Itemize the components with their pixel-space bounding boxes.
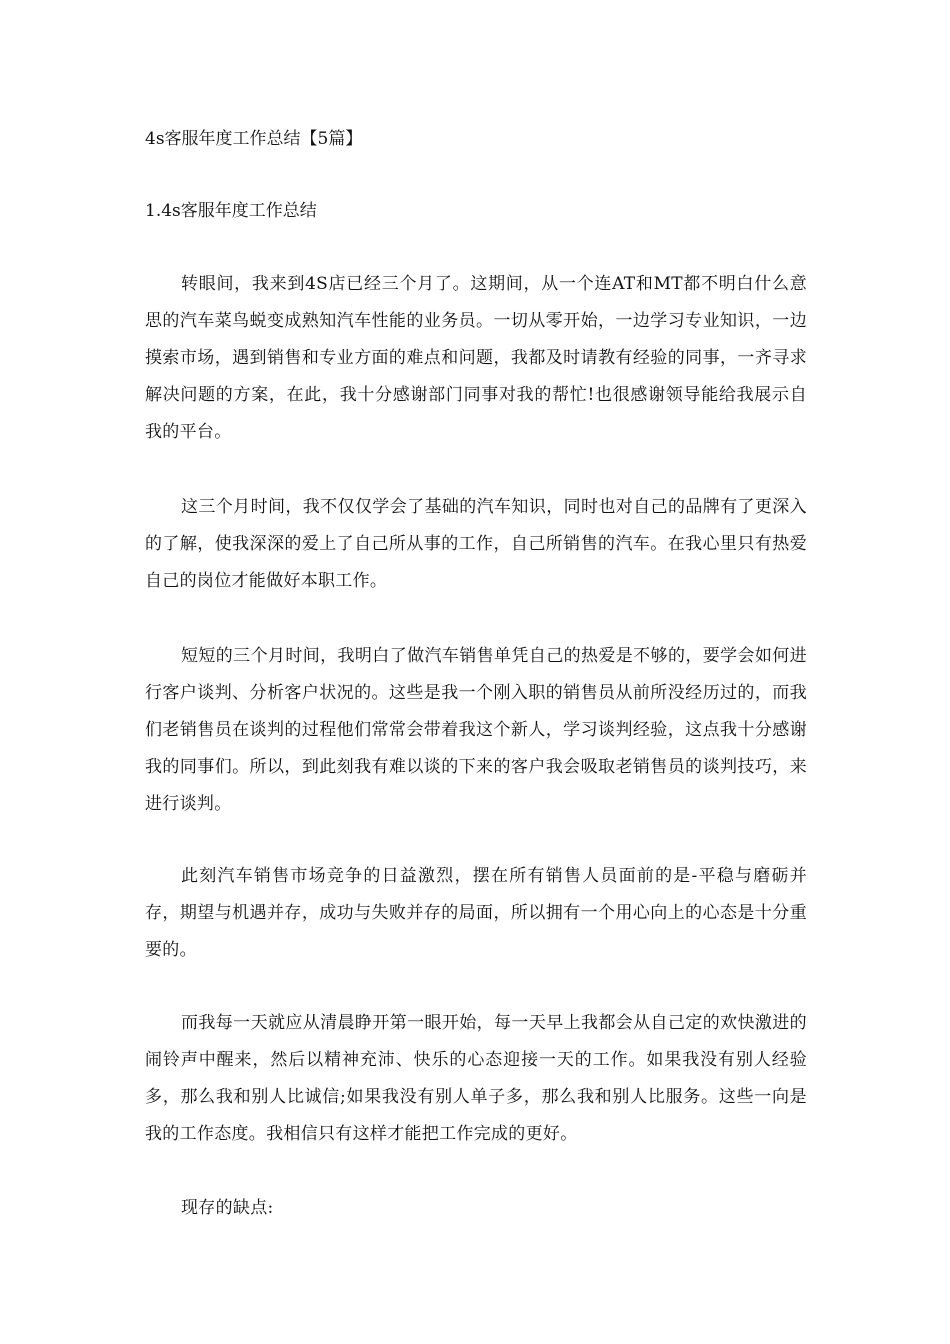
paragraph-3: 短短的三个月时间，我明白了做汽车销售单凭自己的热爱是不够的，要学会如何进行客户谈判、分析客户状况的。这些是我一个刚入职的销售员从前所没经历过的，而我们老销售员在谈判的过程他们常常会带着我这个新人，学习谈判经验，这点我十分感谢我的同事们。所以，到此刻我有难以谈的下来的客户我会吸取老销售员的谈判技巧，来进行谈判。 (145, 646, 807, 814)
paragraph-5: 而我每一天就应从清晨睁开第一眼开始，每一天早上我都会从自己定的欢快激进的闹铃声中醒来，然后以精神充沛、快乐的心态迎接一天的工作。如果我没有别人经验多，那么我和别人比诚信;如果我没有别人单子多，那么我和别人比服务。这些一向是我的工作态度。我相信只有这样才能把工作完成的更好。 (145, 1013, 807, 1144)
paragraph-2: 这三个月时间，我不仅仅学会了基础的汽车知识，同时也对自己的品牌有了更深入的了解，使我深深的爱上了自己所从事的工作，自己所销售的汽车。在我心里只有热爱自己的岗位才能做好本职工作。 (145, 497, 807, 591)
document-title: 4s客服年度工作总结【5篇】 (145, 129, 363, 149)
paragraph-4: 此刻汽车销售市场竞争的日益激烈，摆在所有销售人员面前的是-平稳与磨砺并存，期望与机遇并存，成功与失败并存的局面，所以拥有一个用心向上的心态是十分重要的。 (145, 866, 807, 960)
paragraph-1: 转眼间，我来到4S店已经三个月了。这期间，从一个连AT和MT都不明白什么意思的汽车菜鸟蜕变成熟知汽车性能的业务员。一切从零开始，一边学习专业知识，一边摸索市场，遇到销售和专业方面的难点和问题，我都及时请教有经验的同事，一齐寻求解决问题的方案，在此，我十分感谢部门同事对我的帮忙!也很感谢领导能给我展示自我的平台。 (145, 274, 807, 442)
paragraph-6: 现存的缺点: (181, 1198, 274, 1218)
section-heading: 1.4s客服年度工作总结 (145, 201, 317, 221)
